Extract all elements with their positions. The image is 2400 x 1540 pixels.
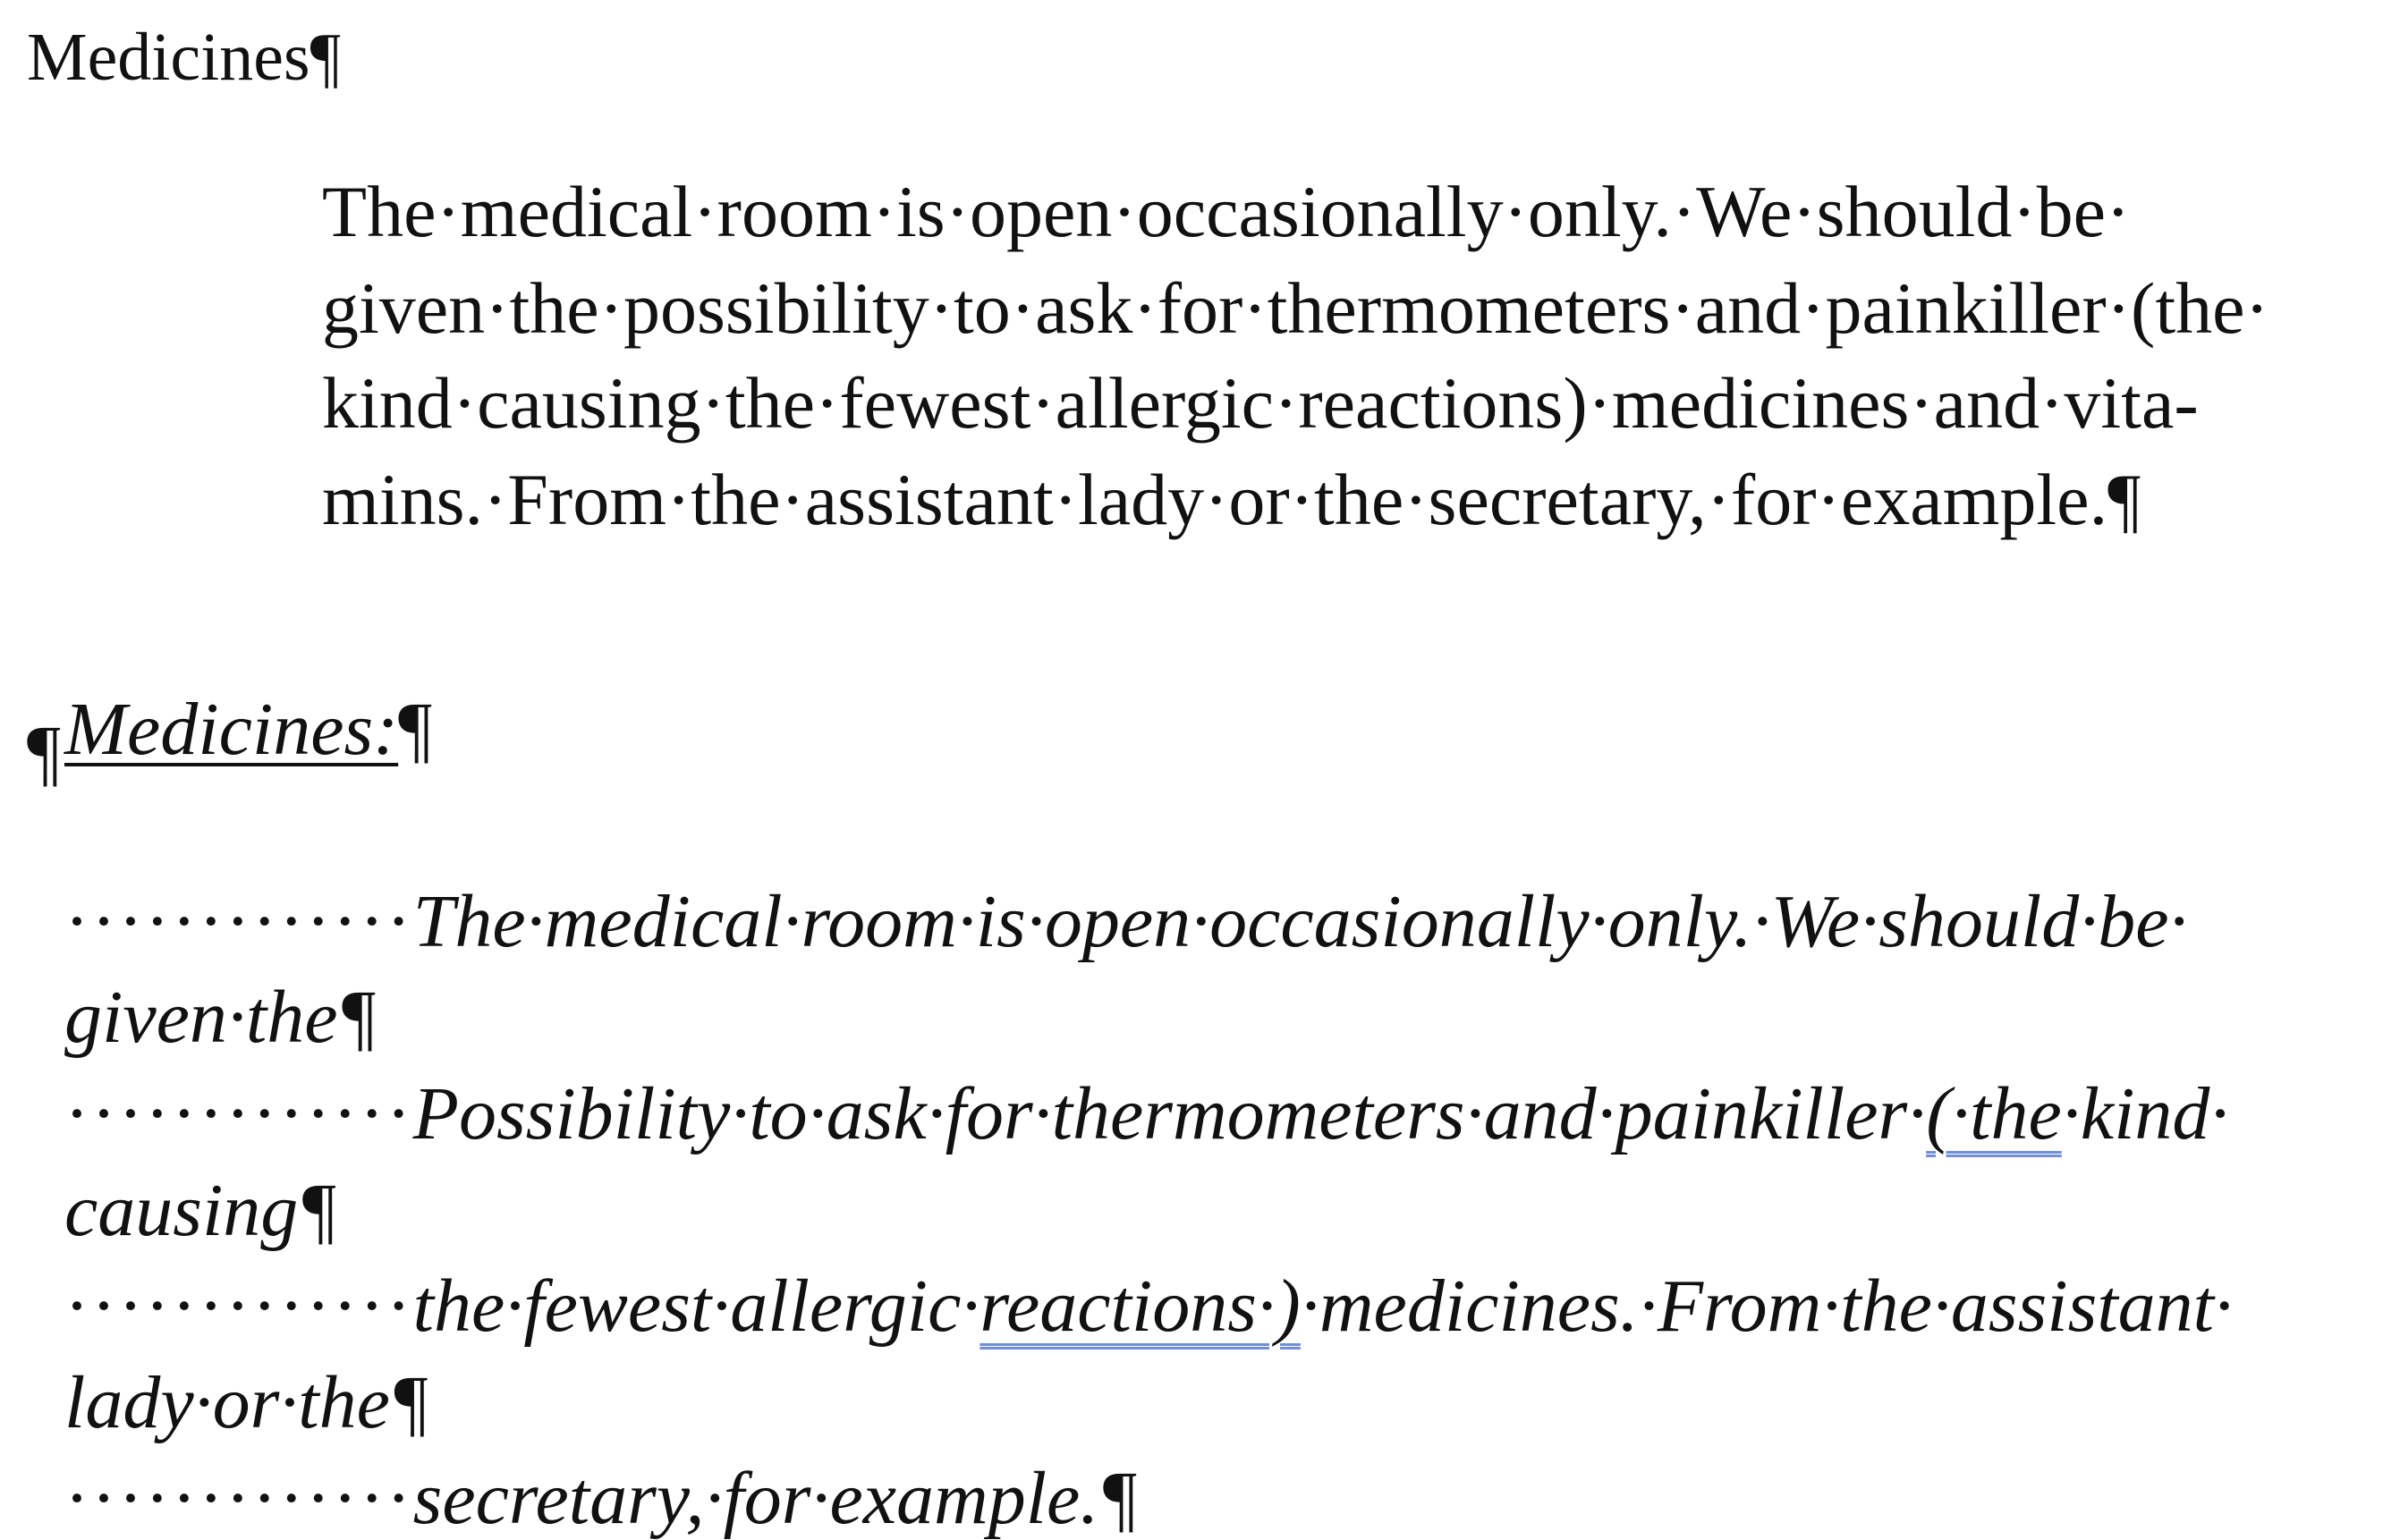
section2-line-text: the·fewest·allergic·	[412, 1265, 980, 1348]
section1-heading: Medicines¶	[27, 20, 342, 95]
section2-line-text: ·kind·	[2061, 1072, 2229, 1155]
section2-line-text: ·medicines.·From·the·assistant·	[1300, 1265, 2233, 1348]
section1-paragraph-line: The·medical·room·is·open·occasionally·only.·We·should·be·	[322, 171, 2131, 252]
grammar-flag[interactable]: (·the	[1926, 1072, 2062, 1155]
section1-paragraph-line: mins.·From·the·assistant·lady·or·the·secretary,·for·example.¶	[322, 459, 2141, 540]
section2-line-text: lady·or·the¶	[64, 1361, 429, 1444]
section2-heading-text: Medicines:	[64, 688, 399, 771]
grammar-flag[interactable]: reactions·)	[980, 1265, 1301, 1348]
section1-paragraph-line: given·the·possibility·to·ask·for·thermometers·and·painkiller·(the·	[322, 267, 2269, 349]
tab-leader: ·············	[64, 1457, 413, 1540]
section2-line-text: The·medical·room·is·open·occasionally·only.·We·should·be·	[412, 880, 2188, 963]
pilcrow-mark: ¶	[398, 688, 433, 771]
section2-line-text: causing¶	[64, 1169, 338, 1252]
section2-line-text: given·the¶	[64, 976, 377, 1059]
section2-line	[27, 1002, 2229, 1155]
tab-leader: ·············	[64, 1072, 413, 1155]
tab-leader: ·············	[64, 1265, 413, 1348]
section2-line-text: Possibility·to·ask·for·thermometers·and·painkiller·	[412, 1072, 1927, 1155]
section2-heading	[27, 617, 433, 771]
section2-line	[27, 1386, 1139, 1540]
empty-paragraph-mark: ¶	[27, 711, 62, 794]
section2-line-text: secretary,·for·example.¶	[412, 1457, 1139, 1540]
tab-leader: ·············	[64, 880, 413, 963]
section1-paragraph-line: kind·causing·the·fewest·allergic·reactions)·medicines·and·vita-	[322, 362, 2199, 444]
